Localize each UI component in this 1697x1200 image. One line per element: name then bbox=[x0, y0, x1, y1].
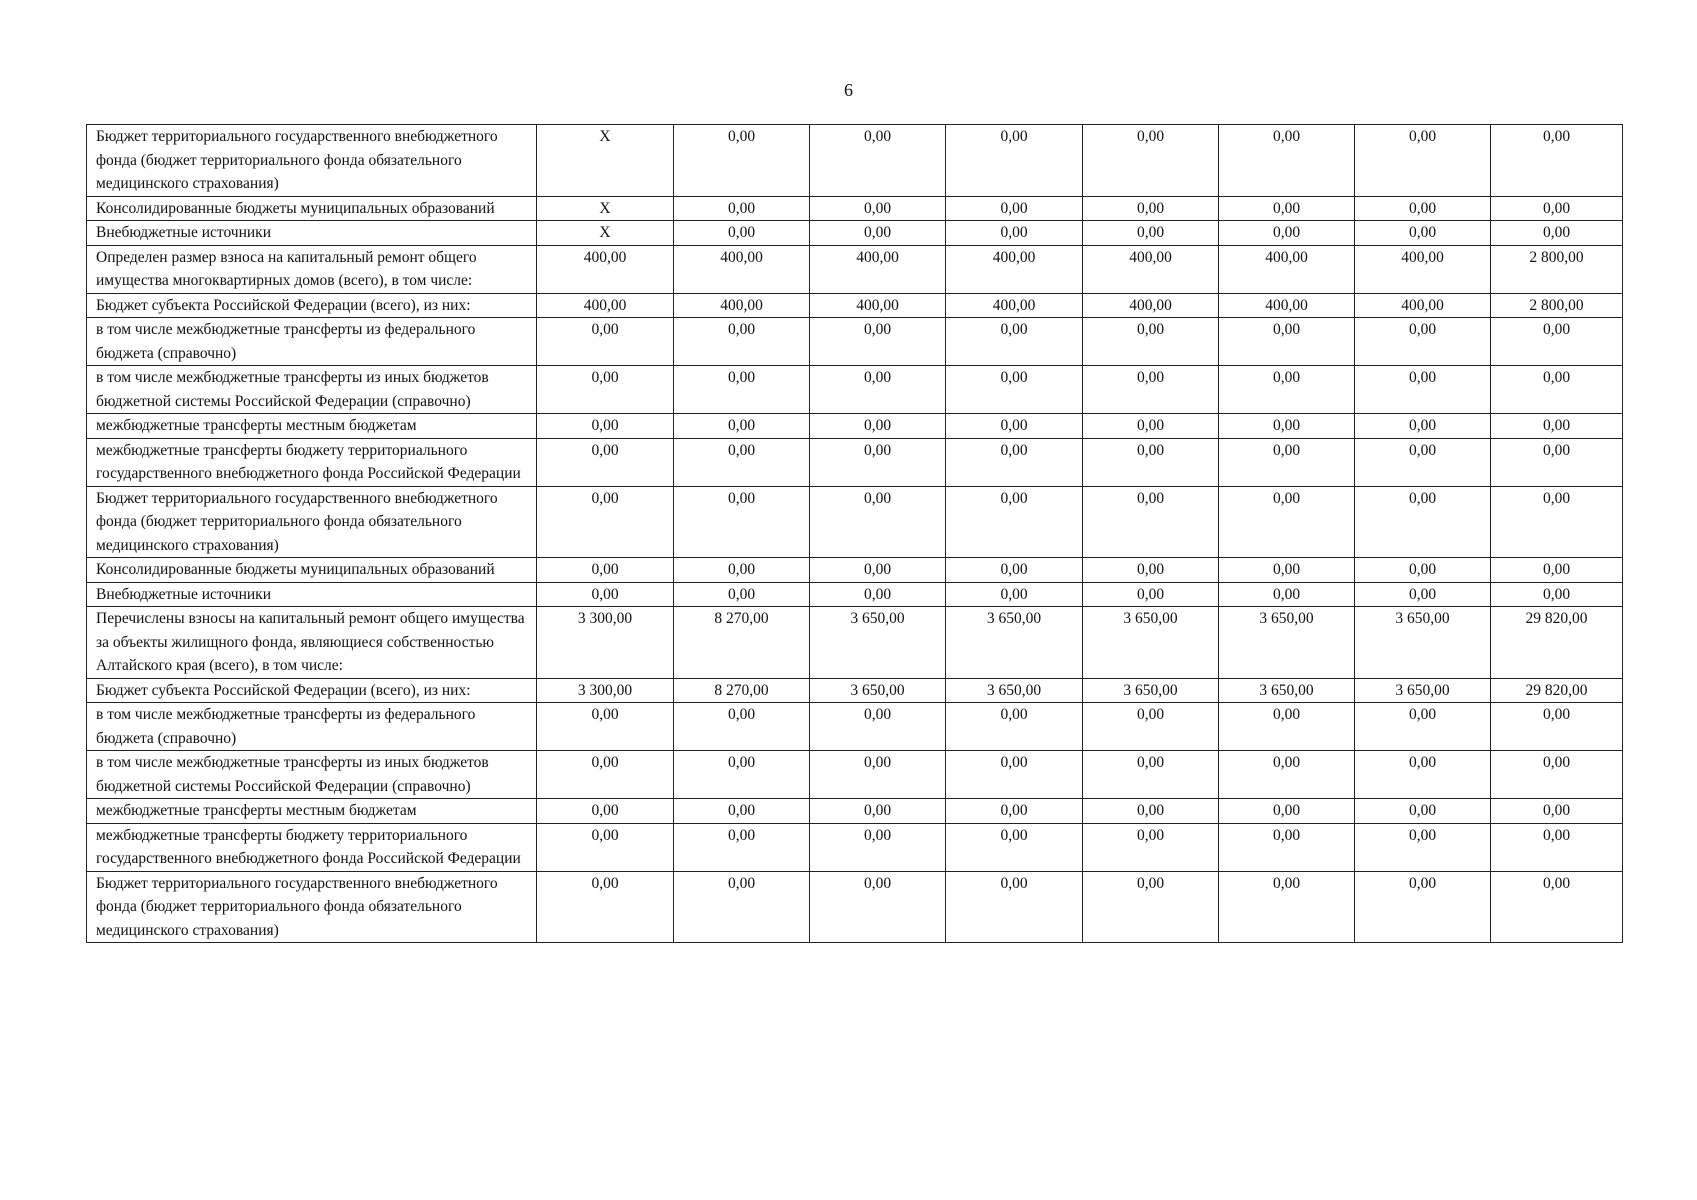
value-cell: 0,00 bbox=[674, 438, 810, 486]
table-row bbox=[87, 438, 1623, 486]
table-row bbox=[87, 221, 1623, 246]
table-row bbox=[87, 486, 1623, 558]
value-cell: 0,00 bbox=[1355, 125, 1491, 197]
row-label: межбюджетные трансферты местным бюджетам bbox=[87, 414, 537, 439]
value-cell: 0,00 bbox=[674, 221, 810, 246]
row-label: Консолидированные бюджеты муниципальных образований bbox=[87, 558, 537, 583]
table-row bbox=[87, 871, 1623, 943]
value-cell: 0,00 bbox=[946, 558, 1083, 583]
value-cell: 0,00 bbox=[1491, 751, 1623, 799]
value-cell: 3 300,00 bbox=[537, 678, 674, 703]
table-row bbox=[87, 703, 1623, 751]
value-cell: 0,00 bbox=[1083, 799, 1219, 824]
value-cell: Х bbox=[537, 196, 674, 221]
value-cell: 0,00 bbox=[1491, 799, 1623, 824]
value-cell: 0,00 bbox=[946, 221, 1083, 246]
value-cell: 0,00 bbox=[674, 196, 810, 221]
value-cell: 0,00 bbox=[537, 871, 674, 943]
value-cell: 0,00 bbox=[1355, 196, 1491, 221]
table-row bbox=[87, 799, 1623, 824]
value-cell: 3 300,00 bbox=[537, 607, 674, 679]
value-cell: 3 650,00 bbox=[946, 607, 1083, 679]
value-cell: 3 650,00 bbox=[946, 678, 1083, 703]
value-cell: 400,00 bbox=[1355, 245, 1491, 293]
value-cell: 0,00 bbox=[1083, 318, 1219, 366]
value-cell: 400,00 bbox=[1219, 245, 1355, 293]
value-cell: 0,00 bbox=[1083, 823, 1219, 871]
value-cell: 0,00 bbox=[1083, 751, 1219, 799]
value-cell: 0,00 bbox=[674, 366, 810, 414]
value-cell: 0,00 bbox=[1219, 318, 1355, 366]
value-cell: 0,00 bbox=[537, 751, 674, 799]
value-cell: 0,00 bbox=[1355, 486, 1491, 558]
value-cell: 0,00 bbox=[946, 799, 1083, 824]
value-cell: 0,00 bbox=[1219, 486, 1355, 558]
table-row bbox=[87, 558, 1623, 583]
value-cell: 0,00 bbox=[537, 582, 674, 607]
table-row bbox=[87, 414, 1623, 439]
value-cell: 0,00 bbox=[1355, 799, 1491, 824]
value-cell: 0,00 bbox=[1491, 558, 1623, 583]
table-row bbox=[87, 607, 1623, 679]
value-cell: 0,00 bbox=[1219, 703, 1355, 751]
value-cell: 0,00 bbox=[1083, 414, 1219, 439]
value-cell: 0,00 bbox=[946, 751, 1083, 799]
value-cell: 0,00 bbox=[946, 318, 1083, 366]
table-body bbox=[87, 125, 1623, 943]
value-cell: 0,00 bbox=[674, 871, 810, 943]
row-label: Бюджет территориального государственного внебюджетного фонда (бюджет территориального фонда обязательного медицинского страхования) bbox=[87, 125, 537, 197]
value-cell: 0,00 bbox=[674, 125, 810, 197]
value-cell: 0,00 bbox=[1355, 221, 1491, 246]
value-cell: 0,00 bbox=[810, 366, 946, 414]
value-cell: 0,00 bbox=[1083, 703, 1219, 751]
value-cell: 0,00 bbox=[674, 751, 810, 799]
value-cell: 0,00 bbox=[537, 366, 674, 414]
row-label: Бюджет территориального государственного внебюджетного фонда (бюджет территориального фонда обязательного медицинского страхования) bbox=[87, 486, 537, 558]
value-cell: 0,00 bbox=[1491, 823, 1623, 871]
value-cell: 400,00 bbox=[946, 245, 1083, 293]
value-cell: 0,00 bbox=[1083, 366, 1219, 414]
value-cell: 0,00 bbox=[1219, 366, 1355, 414]
value-cell: 0,00 bbox=[1083, 196, 1219, 221]
value-cell: 0,00 bbox=[674, 823, 810, 871]
value-cell: 0,00 bbox=[810, 703, 946, 751]
value-cell: 0,00 bbox=[810, 751, 946, 799]
value-cell: 0,00 bbox=[946, 871, 1083, 943]
row-label: в том числе межбюджетные трансферты из федерального бюджета (справочно) bbox=[87, 703, 537, 751]
value-cell: 0,00 bbox=[1491, 196, 1623, 221]
row-label: Бюджет территориального государственного внебюджетного фонда (бюджет территориального фонда обязательного медицинского страхования) bbox=[87, 871, 537, 943]
row-label: в том числе межбюджетные трансферты из иных бюджетов бюджетной системы Российской Федерации (справочно) bbox=[87, 366, 537, 414]
value-cell: 0,00 bbox=[1083, 125, 1219, 197]
value-cell: Х bbox=[537, 221, 674, 246]
value-cell: 0,00 bbox=[1355, 414, 1491, 439]
value-cell: 0,00 bbox=[946, 703, 1083, 751]
value-cell: 0,00 bbox=[1219, 221, 1355, 246]
value-cell: 0,00 bbox=[674, 582, 810, 607]
value-cell: 0,00 bbox=[810, 196, 946, 221]
row-label: межбюджетные трансферты местным бюджетам bbox=[87, 799, 537, 824]
table-row bbox=[87, 823, 1623, 871]
value-cell: 0,00 bbox=[1491, 438, 1623, 486]
value-cell: 400,00 bbox=[1355, 293, 1491, 318]
value-cell: 0,00 bbox=[537, 318, 674, 366]
value-cell: 0,00 bbox=[810, 318, 946, 366]
value-cell: 0,00 bbox=[674, 799, 810, 824]
value-cell: 0,00 bbox=[1219, 823, 1355, 871]
value-cell: 0,00 bbox=[537, 438, 674, 486]
value-cell: 3 650,00 bbox=[1219, 678, 1355, 703]
row-label: межбюджетные трансферты бюджету территориального государственного внебюджетного фонда Российской Федерации bbox=[87, 438, 537, 486]
value-cell: 0,00 bbox=[1355, 751, 1491, 799]
value-cell: 3 650,00 bbox=[1083, 607, 1219, 679]
value-cell: 3 650,00 bbox=[1219, 607, 1355, 679]
value-cell: 0,00 bbox=[1219, 125, 1355, 197]
value-cell: 0,00 bbox=[1355, 703, 1491, 751]
table-row bbox=[87, 245, 1623, 293]
value-cell: 0,00 bbox=[810, 221, 946, 246]
value-cell: 0,00 bbox=[1083, 558, 1219, 583]
value-cell: 0,00 bbox=[1219, 438, 1355, 486]
value-cell: 0,00 bbox=[810, 438, 946, 486]
value-cell: 0,00 bbox=[1355, 438, 1491, 486]
value-cell: 0,00 bbox=[1491, 871, 1623, 943]
row-label: Определен размер взноса на капитальный ремонт общего имущества многоквартирных домов (всего), в том числе: bbox=[87, 245, 537, 293]
table-row bbox=[87, 318, 1623, 366]
value-cell: 0,00 bbox=[946, 486, 1083, 558]
value-cell: Х bbox=[537, 125, 674, 197]
row-label: Бюджет субъекта Российской Федерации (всего), из них: bbox=[87, 293, 537, 318]
table-row bbox=[87, 366, 1623, 414]
value-cell: 0,00 bbox=[810, 823, 946, 871]
value-cell: 3 650,00 bbox=[1083, 678, 1219, 703]
row-label: Внебюджетные источники bbox=[87, 221, 537, 246]
value-cell: 400,00 bbox=[946, 293, 1083, 318]
value-cell: 0,00 bbox=[1491, 414, 1623, 439]
row-label: в том числе межбюджетные трансферты из федерального бюджета (справочно) bbox=[87, 318, 537, 366]
value-cell: 0,00 bbox=[537, 414, 674, 439]
value-cell: 29 820,00 bbox=[1491, 678, 1623, 703]
value-cell: 0,00 bbox=[1219, 414, 1355, 439]
value-cell: 2 800,00 bbox=[1491, 293, 1623, 318]
value-cell: 0,00 bbox=[810, 799, 946, 824]
budget-table bbox=[86, 124, 1623, 943]
value-cell: 3 650,00 bbox=[1355, 678, 1491, 703]
table-row bbox=[87, 196, 1623, 221]
value-cell: 400,00 bbox=[1219, 293, 1355, 318]
row-label: Консолидированные бюджеты муниципальных образований bbox=[87, 196, 537, 221]
value-cell: 0,00 bbox=[1491, 318, 1623, 366]
value-cell: 0,00 bbox=[1083, 582, 1219, 607]
value-cell: 0,00 bbox=[1355, 871, 1491, 943]
value-cell: 0,00 bbox=[1219, 871, 1355, 943]
page-number: 6 bbox=[844, 80, 853, 100]
value-cell: 0,00 bbox=[1219, 196, 1355, 221]
table-row bbox=[87, 293, 1623, 318]
value-cell: 3 650,00 bbox=[1355, 607, 1491, 679]
value-cell: 0,00 bbox=[1083, 871, 1219, 943]
table-row bbox=[87, 678, 1623, 703]
value-cell: 0,00 bbox=[1355, 318, 1491, 366]
value-cell: 0,00 bbox=[946, 196, 1083, 221]
value-cell: 400,00 bbox=[810, 245, 946, 293]
value-cell: 0,00 bbox=[810, 486, 946, 558]
table-row bbox=[87, 582, 1623, 607]
value-cell: 0,00 bbox=[810, 125, 946, 197]
value-cell: 8 270,00 bbox=[674, 607, 810, 679]
value-cell: 0,00 bbox=[946, 582, 1083, 607]
value-cell: 0,00 bbox=[674, 486, 810, 558]
value-cell: 0,00 bbox=[810, 558, 946, 583]
value-cell: 0,00 bbox=[1491, 486, 1623, 558]
value-cell: 0,00 bbox=[1083, 221, 1219, 246]
value-cell: 0,00 bbox=[537, 486, 674, 558]
value-cell: 0,00 bbox=[1219, 582, 1355, 607]
value-cell: 0,00 bbox=[1491, 221, 1623, 246]
value-cell: 400,00 bbox=[810, 293, 946, 318]
value-cell: 0,00 bbox=[810, 582, 946, 607]
table-row bbox=[87, 751, 1623, 799]
value-cell: 0,00 bbox=[674, 558, 810, 583]
value-cell: 0,00 bbox=[946, 438, 1083, 486]
value-cell: 0,00 bbox=[1083, 438, 1219, 486]
value-cell: 0,00 bbox=[1083, 486, 1219, 558]
table-row bbox=[87, 125, 1623, 197]
value-cell: 3 650,00 bbox=[810, 678, 946, 703]
row-label: в том числе межбюджетные трансферты из иных бюджетов бюджетной системы Российской Федерации (справочно) bbox=[87, 751, 537, 799]
value-cell: 3 650,00 bbox=[810, 607, 946, 679]
value-cell: 400,00 bbox=[1083, 293, 1219, 318]
value-cell: 0,00 bbox=[674, 703, 810, 751]
value-cell: 0,00 bbox=[946, 366, 1083, 414]
value-cell: 0,00 bbox=[946, 125, 1083, 197]
value-cell: 400,00 bbox=[537, 245, 674, 293]
value-cell: 0,00 bbox=[1219, 751, 1355, 799]
value-cell: 0,00 bbox=[537, 703, 674, 751]
value-cell: 0,00 bbox=[1355, 582, 1491, 607]
value-cell: 0,00 bbox=[946, 823, 1083, 871]
value-cell: 400,00 bbox=[1083, 245, 1219, 293]
value-cell: 0,00 bbox=[537, 799, 674, 824]
value-cell: 400,00 bbox=[674, 293, 810, 318]
value-cell: 0,00 bbox=[674, 318, 810, 366]
value-cell: 0,00 bbox=[1491, 703, 1623, 751]
value-cell: 0,00 bbox=[674, 414, 810, 439]
value-cell: 0,00 bbox=[1491, 125, 1623, 197]
value-cell: 29 820,00 bbox=[1491, 607, 1623, 679]
row-label: Перечислены взносы на капитальный ремонт общего имущества за объекты жилищного фонда, являющиеся собственностью Алтайского края (всего), в том числе: bbox=[87, 607, 537, 679]
row-label: Бюджет субъекта Российской Федерации (всего), из них: bbox=[87, 678, 537, 703]
row-label: межбюджетные трансферты бюджету территориального государственного внебюджетного фонда Российской Федерации bbox=[87, 823, 537, 871]
value-cell: 0,00 bbox=[537, 558, 674, 583]
value-cell: 2 800,00 bbox=[1491, 245, 1623, 293]
value-cell: 0,00 bbox=[810, 414, 946, 439]
value-cell: 0,00 bbox=[946, 414, 1083, 439]
value-cell: 0,00 bbox=[1355, 366, 1491, 414]
value-cell: 0,00 bbox=[1219, 799, 1355, 824]
value-cell: 400,00 bbox=[537, 293, 674, 318]
value-cell: 0,00 bbox=[537, 823, 674, 871]
value-cell: 8 270,00 bbox=[674, 678, 810, 703]
value-cell: 0,00 bbox=[810, 871, 946, 943]
value-cell: 0,00 bbox=[1355, 823, 1491, 871]
value-cell: 400,00 bbox=[674, 245, 810, 293]
row-label: Внебюджетные источники bbox=[87, 582, 537, 607]
value-cell: 0,00 bbox=[1491, 582, 1623, 607]
value-cell: 0,00 bbox=[1355, 558, 1491, 583]
value-cell: 0,00 bbox=[1219, 558, 1355, 583]
value-cell: 0,00 bbox=[1491, 366, 1623, 414]
